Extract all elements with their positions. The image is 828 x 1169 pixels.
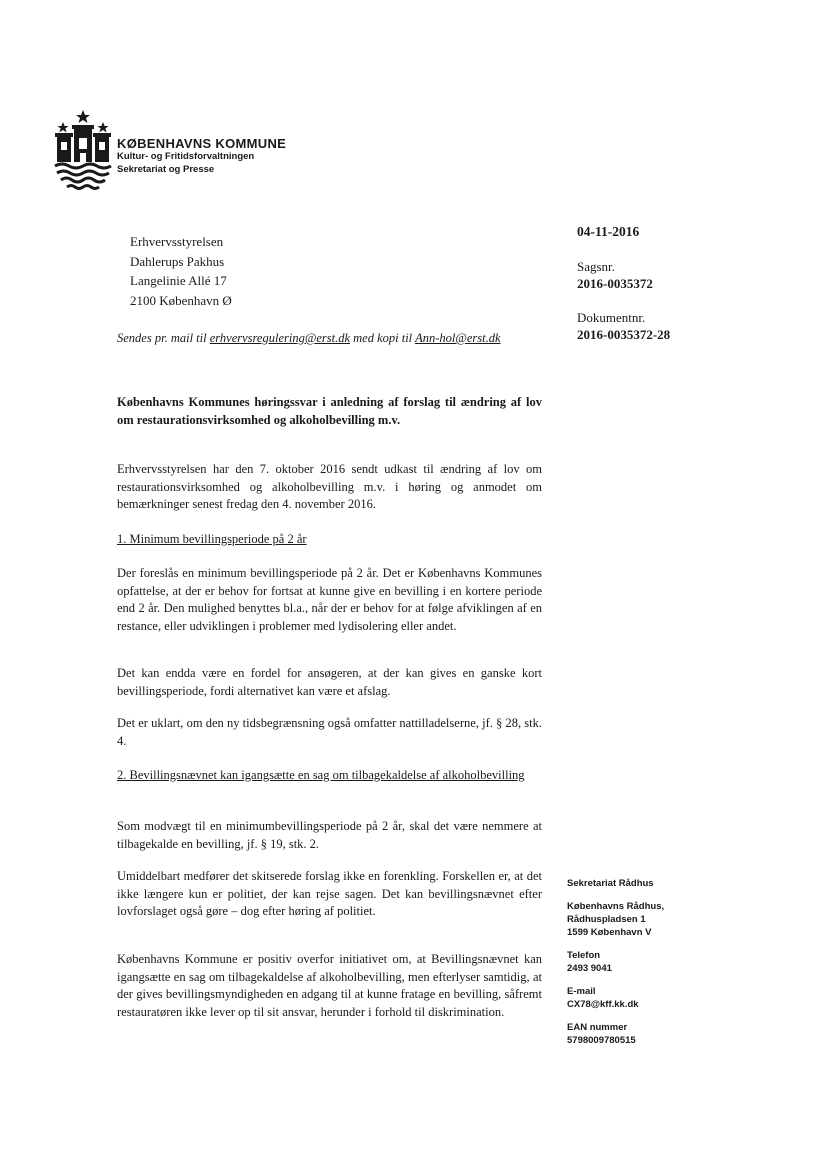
send-instructions [117, 330, 542, 347]
address-line: Erhvervsstyrelsen [130, 234, 224, 249]
org-name: KØBENHAVNS KOMMUNE [117, 136, 287, 151]
footer-address-line: Rådhuspladsen 1 [567, 914, 646, 925]
send-middle: med kopi til [353, 331, 413, 345]
send-prefix: Sendes pr. mail til [117, 331, 207, 345]
email-link-primary[interactable]: erhvervsregulering@erst.dk [209, 331, 351, 345]
footer-phone: 2493 9041 [567, 963, 612, 974]
paragraph: Det kan endda være en fordel for ansøgeren, at der kan gives en ganske kort bevillingsperiode, fordi alternativet kan være et afslag. [117, 666, 542, 698]
document-number-value: 2016-0035372-28 [577, 327, 671, 342]
footer-email-label: E-mail [567, 986, 596, 997]
section-heading-1: 1. Minimum bevillingsperiode på 2 år [117, 532, 307, 546]
recipient-address [130, 232, 232, 310]
org-department: Kultur- og Fritidsforvaltningen [117, 151, 255, 162]
paragraph: Som modvægt til en minimumbevillingsperiode på 2 år, skal det være nemmere at tilbagekalde en bevilling, jf. § 19, stk. 2. [117, 819, 542, 851]
footer-contact [567, 877, 664, 1047]
footer-email[interactable]: CX78@kff.kk.dk [567, 999, 639, 1010]
city-arms-icon [53, 108, 113, 192]
address-line: 2100 København Ø [130, 292, 232, 308]
address-line: Dahlerups Pakhus [130, 253, 225, 269]
paragraph: Umiddelbart medfører det skitserede forslag ikke en forenkling. Forskellen er, at det ikke længere kun er politiet, der kan rejse sagen. Det kan bevillingsnævnet efter lovforslaget også gøre – dog efter høring af politiet. [117, 869, 542, 918]
footer-ean: 5798009780515 [567, 1035, 636, 1046]
document-title: Københavns Kommunes høringssvar i anledning af forslag til ændring af lov om restaurationsvirksomhed og alkoholbevilling m.v. [117, 395, 542, 427]
footer-ean-label: EAN nummer [567, 1022, 628, 1033]
footer-phone-label: Telefon [567, 950, 601, 961]
org-unit: Sekretariat og Presse [117, 163, 215, 175]
paragraph: Det er uklart, om den ny tidsbegrænsning også omfatter nattilladelserne, jf. § 28, stk. 4. [117, 716, 542, 748]
footer-address-line: 1599 København V [567, 927, 652, 938]
paragraph: Københavns Kommune er positiv overfor initiativet om, at Bevillingsnævnet kan igangsætte en sag om tilbagekaldelse af alkoholbevilling, men efterlyser samtidig, at der gives bevillingsmyndigheden en adgang til at kunne fratage en bevilling, såfremt restauratøren ikke lever op til sit ansvar, herunder i forhold til diskrimination. [117, 952, 542, 1019]
organization-header [117, 136, 286, 176]
address-line: Langelinie Allé 17 [130, 273, 227, 288]
document-number-block [577, 309, 670, 343]
case-number-label: Sagsnr. [577, 259, 615, 274]
section-heading-2: 2. Bevillingsnævnet kan igangsætte en sag om tilbagekaldelse af alkoholbevilling [117, 768, 525, 782]
city-logo [53, 108, 113, 192]
footer-address-line: Københavns Rådhus, [567, 901, 665, 912]
intro-paragraph: Erhvervsstyrelsen har den 7. oktober 2016 sendt udkast til ændring af lov om restaurationsvirksomhed og alkoholbevilling m.v. i høring og anmodet om bemærkninger senest fredag den 4. november 2016. [117, 462, 542, 511]
case-number-block [577, 258, 653, 292]
document-date: 04-11-2016 [577, 224, 640, 239]
document-number-label: Dokumentnr. [577, 310, 646, 325]
email-link-copy[interactable]: Ann-hol@erst.dk [415, 331, 501, 345]
case-number-value: 2016-0035372 [577, 276, 653, 291]
paragraph: Der foreslås en minimum bevillingsperiode på 2 år. Det er Københavns Kommunes opfattelse, at der er behov for fortsat at kunne give en bevilling i en kortere periode end 2 år. Den mulighed benyttes bl.a., når der er behov for at følge afviklingen af en restance, eller udviklingen i problemer med lydisolering eller andet. [117, 566, 542, 633]
footer-unit: Sekretariat Rådhus [567, 878, 654, 889]
